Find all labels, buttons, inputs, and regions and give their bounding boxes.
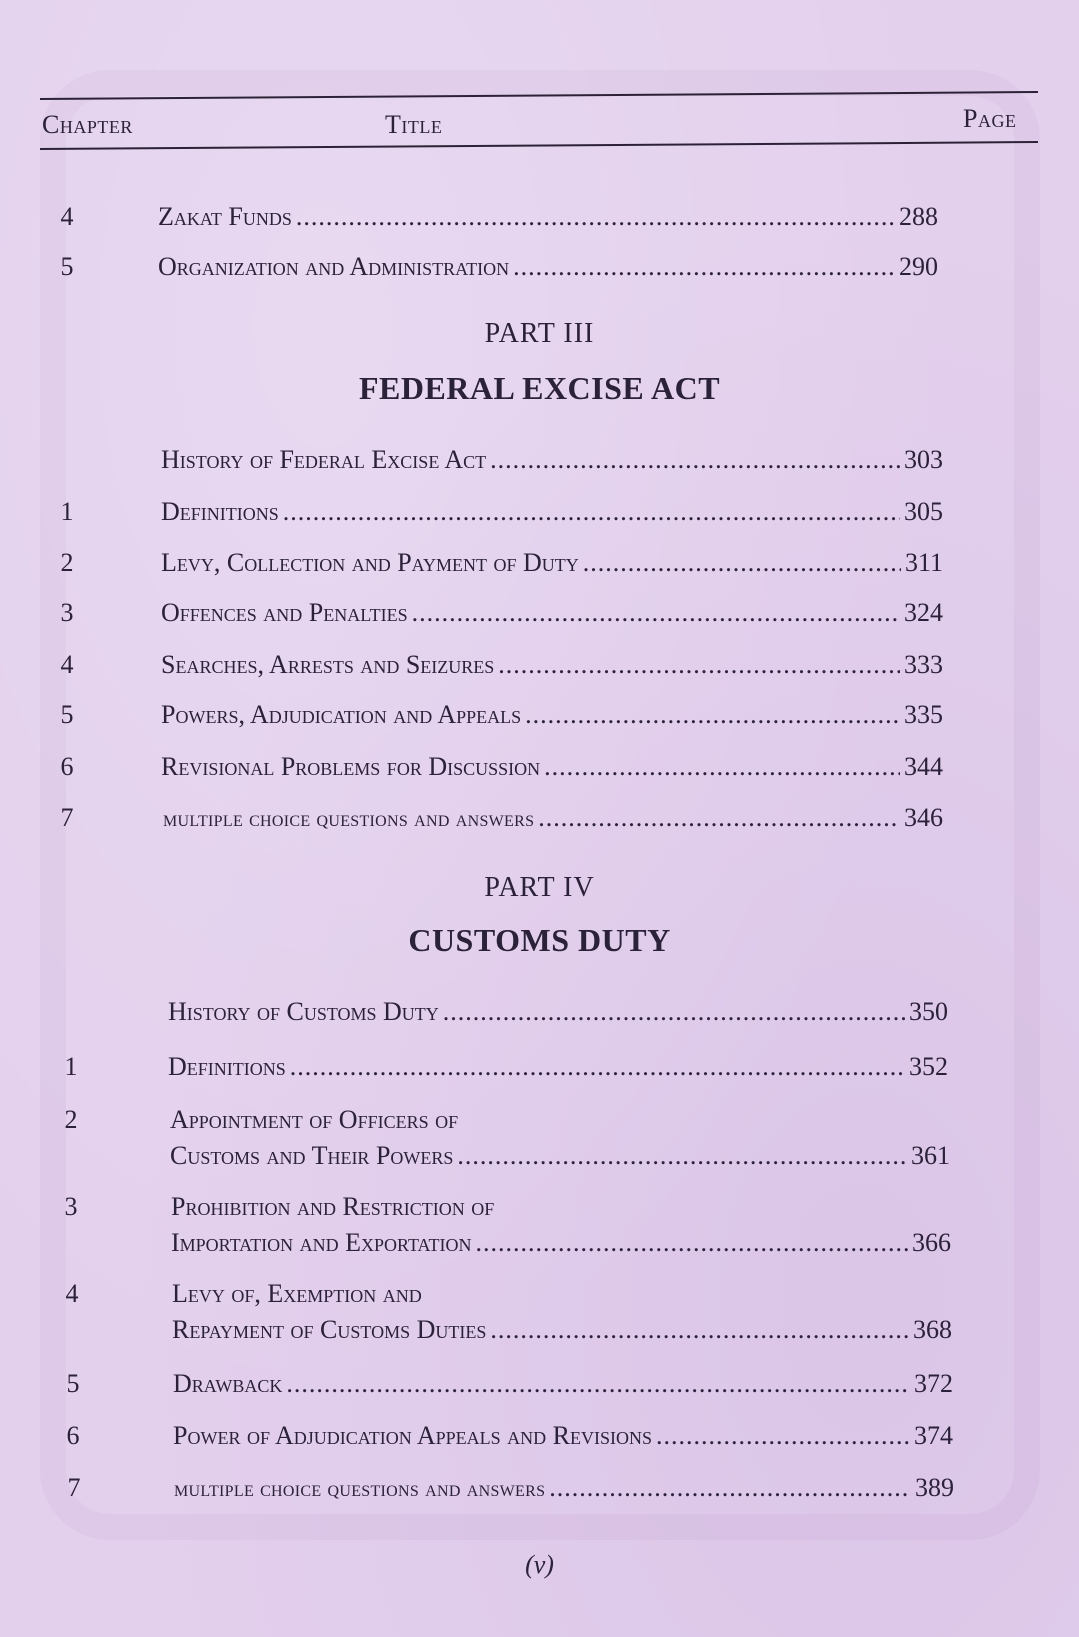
page-number: 290: [899, 252, 938, 281]
page-number: 350: [909, 997, 948, 1026]
chapter-number: 5: [60, 700, 74, 729]
toc-entry: [0, 1421, 1079, 1461]
toc-entry: [0, 803, 1079, 843]
page-number: 352: [909, 1052, 948, 1081]
page-number: 366: [912, 1228, 951, 1257]
leader-dots: [525, 700, 900, 730]
header-chapter: Chapter: [42, 110, 133, 139]
chapter-number: 7: [60, 803, 74, 832]
chapter-number: 5: [66, 1369, 80, 1398]
leader-dots: [538, 803, 900, 833]
entry-title: Definitions: [161, 497, 279, 526]
entry-title: multiple choice questions and answers: [163, 806, 535, 831]
toc-entry: [0, 700, 1079, 740]
chapter-number: 3: [60, 598, 74, 627]
toc-entry: [0, 752, 1079, 792]
entry-title: Customs and Their Powers: [170, 1141, 454, 1170]
leader-dots: [490, 445, 900, 475]
page-number: 288: [899, 202, 938, 231]
entry-title: Importation and Exportation: [171, 1228, 472, 1257]
entry-title: Power of Adjudication Appeals and Revisions: [173, 1421, 652, 1450]
part-label: PART IV: [484, 872, 595, 903]
chapter-number: 4: [60, 650, 74, 679]
toc-entry: [0, 1369, 1079, 1409]
chapter-number: 3: [64, 1192, 78, 1221]
leader-dots: [583, 548, 901, 578]
toc-entry: [0, 202, 1079, 242]
page-number: 344: [904, 752, 943, 781]
entry-title-line1: Levy of, Exemption and: [172, 1279, 422, 1308]
chapter-number: 2: [60, 548, 74, 577]
leader-dots: [490, 1315, 909, 1345]
page-number: 368: [913, 1315, 952, 1344]
toc-entry: [0, 497, 1079, 537]
chapter-number: 1: [64, 1052, 78, 1081]
chapter-number: 2: [64, 1105, 78, 1134]
entry-title: multiple choice questions and answers: [174, 1476, 546, 1501]
part-title: FEDERAL EXCISE ACT: [358, 370, 721, 406]
entry-title: Searches, Arrests and Seizures: [161, 650, 495, 679]
page-number: 374: [914, 1421, 953, 1450]
chapter-number: 6: [66, 1421, 80, 1450]
entry-title-line1: Appointment of Officers of: [170, 1105, 459, 1134]
entry-title: History of Federal Excise Act: [161, 445, 487, 474]
part-title: CUSTOMS DUTY: [408, 922, 671, 958]
entry-title: Offences and Penalties: [161, 598, 408, 627]
header-page: Page: [963, 104, 1017, 133]
toc-entry: [0, 252, 1079, 292]
page-number: 303: [904, 445, 943, 474]
entry-title: Levy, Collection and Payment of Duty: [161, 548, 579, 577]
leader-dots: [656, 1421, 910, 1451]
entry-title: Zakat Funds: [158, 202, 292, 231]
toc-entry: [0, 1473, 1079, 1513]
entry-title-line1: Prohibition and Restriction of: [171, 1192, 495, 1221]
page-number: 333: [904, 650, 943, 679]
leader-dots: [286, 1369, 910, 1399]
entry-title: Definitions: [168, 1052, 286, 1081]
entry-title: Organization and Administration: [158, 252, 510, 281]
page-number: 305: [904, 497, 943, 526]
page-number: 389: [915, 1473, 954, 1502]
toc-entry: [0, 1105, 1079, 1185]
entry-title: Repayment of Customs Duties: [172, 1315, 487, 1344]
page-number: 324: [904, 598, 943, 627]
toc-entry: [0, 445, 1079, 485]
page-folio: (v): [525, 1550, 554, 1579]
part-label: PART III: [484, 318, 595, 349]
leader-dots: [290, 1052, 905, 1082]
entry-title: Drawback: [173, 1369, 283, 1398]
entry-title: History of Customs Duty: [168, 997, 439, 1026]
chapter-number: 6: [60, 752, 74, 781]
entry-title: Powers, Adjudication and Appeals: [161, 700, 522, 729]
page-number: 372: [914, 1369, 953, 1398]
leader-dots: [549, 1473, 911, 1503]
toc-entry: [0, 1279, 1079, 1359]
header-title: Title: [385, 110, 443, 139]
leader-dots: [412, 598, 900, 628]
leader-dots: [283, 497, 900, 527]
chapter-number: 4: [60, 202, 74, 231]
chapter-number: 7: [67, 1473, 81, 1502]
chapter-number: 1: [60, 497, 74, 526]
toc-entry: [0, 1192, 1079, 1272]
leader-dots: [513, 252, 895, 282]
toc-entry: [0, 1052, 1079, 1092]
toc-entry: [0, 997, 1079, 1037]
toc-entry: [0, 598, 1079, 638]
chapter-number: 4: [65, 1279, 79, 1308]
leader-dots: [457, 1141, 907, 1171]
leader-dots: [498, 650, 900, 680]
entry-title: Revisional Problems for Discussion: [161, 752, 541, 781]
leader-dots: [296, 202, 895, 232]
page-number: 346: [904, 803, 943, 832]
page-number: 361: [911, 1141, 950, 1170]
page-number: 311: [904, 548, 943, 577]
toc-entry: [0, 548, 1079, 588]
chapter-number: 5: [60, 252, 74, 281]
toc-entry: [0, 650, 1079, 690]
leader-dots: [443, 997, 905, 1027]
leader-dots: [476, 1228, 909, 1258]
page-number: 335: [904, 700, 943, 729]
leader-dots: [544, 752, 900, 782]
